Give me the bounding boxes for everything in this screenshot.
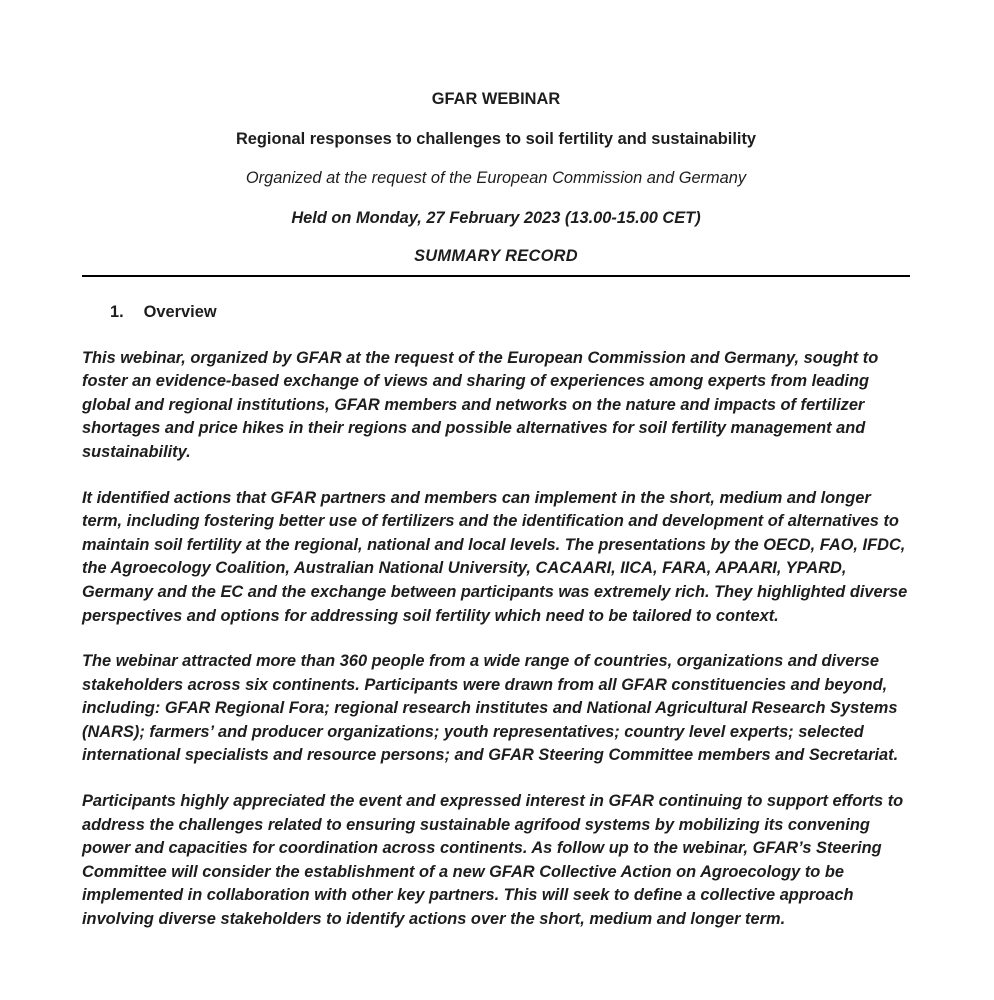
section-heading-overview — [82, 301, 910, 325]
summary-record-label: SUMMARY RECORD — [414, 247, 578, 266]
date-line: Held on Monday, 27 February 2023 (13.00-15.00 CET) — [291, 208, 701, 227]
paragraph-4: Participants highly appreciated the event and expressed interest in GFAR continuing to support efforts to address the challenges related to ensuring sustainable agrifood systems by mobilizing its convening power and capacities for coordination across continents. As follow up to the webinar, GFAR’s Steering Committee will consider the establishment of a new GFAR Collective Action on Agroecology to be implemented in collaboration with other key partners. This will seek to define a collective approach involving diverse stakeholders to identify actions over the short, medium and longer term. — [82, 792, 904, 929]
horizontal-rule — [82, 275, 910, 277]
document-subtitle: Regional responses to challenges to soil fertility and sustainability — [235, 129, 757, 148]
document-title: GFAR WEBINAR — [431, 90, 561, 108]
section-number: 1. — [110, 302, 124, 321]
paragraph-2: It identified actions that GFAR partners and members can implement in the short, medium and longer term, including fostering better use of fertilizers and the identification and development of alternatives to maintain soil fertility at the regional, national and local levels. The presentations by the OECD, FAO, IFDC, the Agroecology Coalition, Australian National University, CACAARI, IICA, FARA, APAARI, YPARD, Germany and the EC and the exchange between participants was extremely rich. They highlighted diverse perspectives and options for addressing soil fertility which need to be tailored to context. — [82, 488, 908, 625]
paragraph-1: This webinar, organized by GFAR at the request of the European Commission and Germany, sought to foster an evidence-based exchange of views and sharing of experiences among experts from leading global and regional institutions, GFAR members and networks on the nature and impacts of fertilizer shortages and price hikes in their regions and possible alternatives for soil fertility management and sustainability. — [82, 348, 879, 461]
section-title: Overview — [143, 302, 217, 321]
paragraph-3: The webinar attracted more than 360 people from a wide range of countries, organizations and diverse stakeholders across six continents. Participants were drawn from all GFAR constituencies and beyond, including: GFAR Regional Fora; regional research institutes and National Agricultural Research Systems (NARS); farmers’ and producer organizations; youth representatives; country level experts; selected international specialists and resource persons; and GFAR Steering Committee members and Secretariat. — [82, 652, 899, 765]
organizer-line: Organized at the request of the European Commission and Germany — [245, 169, 747, 188]
